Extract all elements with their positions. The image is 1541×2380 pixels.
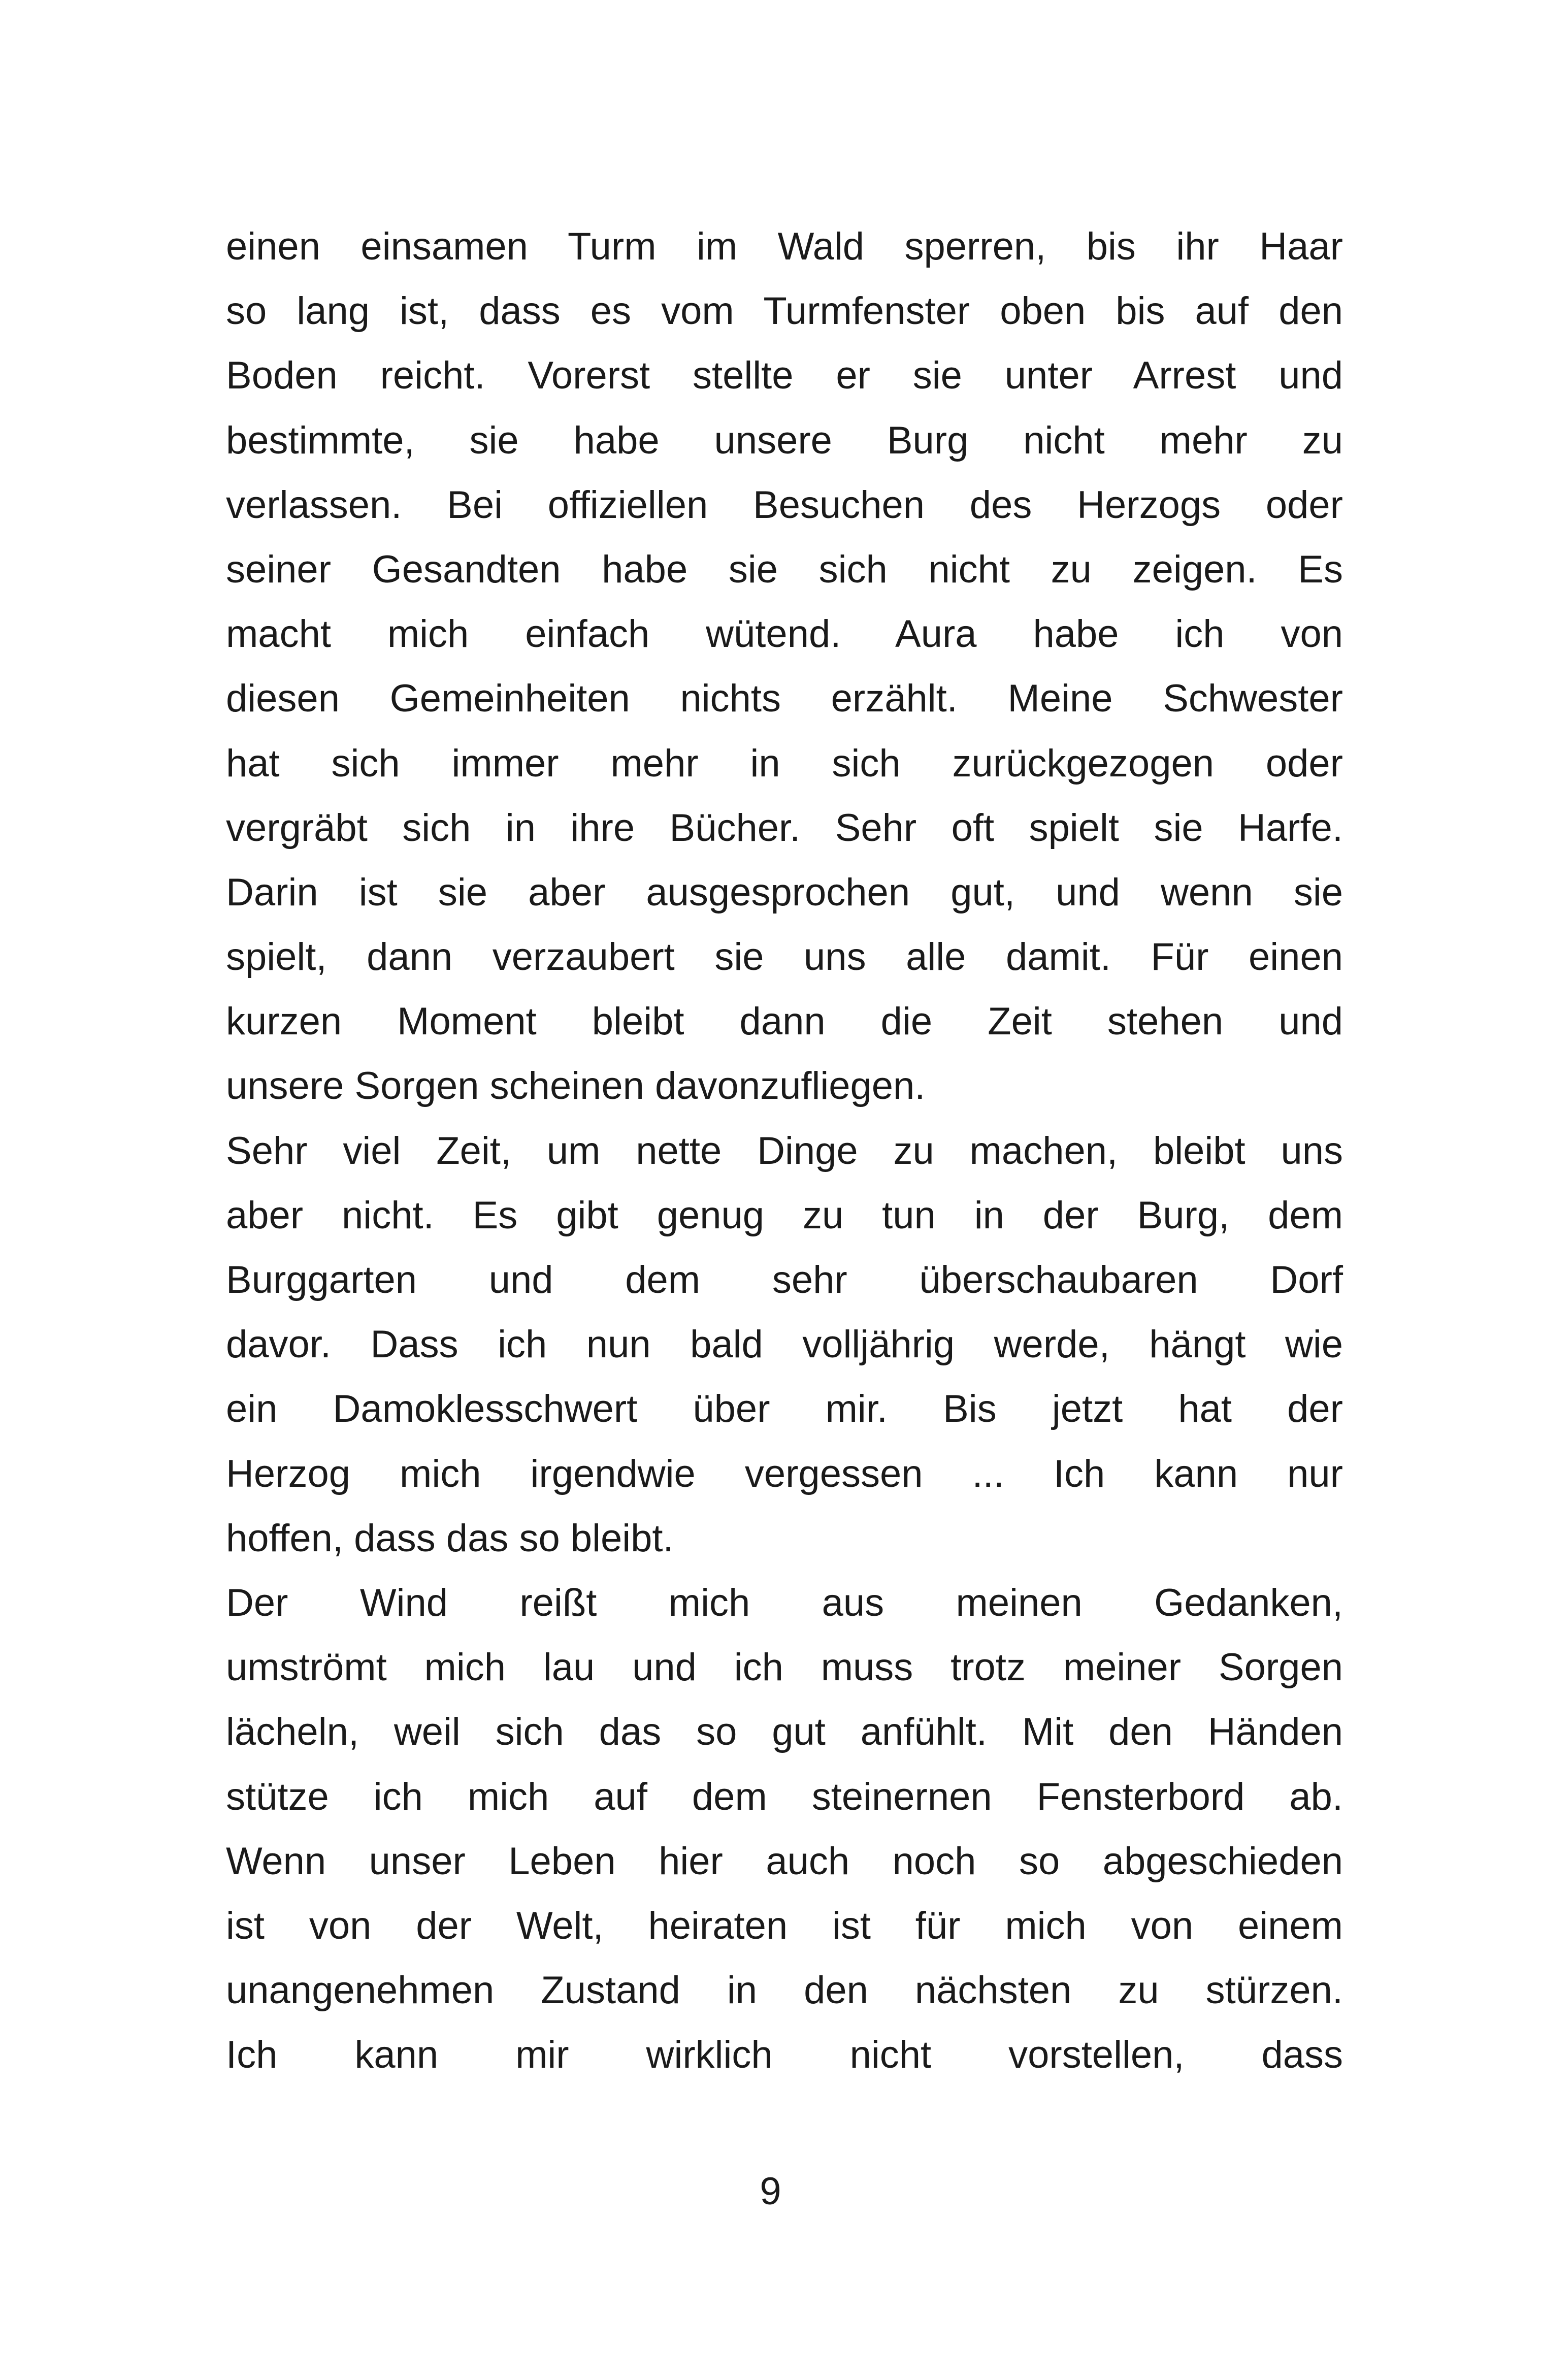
text-line: unangenehmen Zustand in den nächsten zu stürzen.: [226, 1969, 1343, 2012]
text-line: aber nicht. Es gibt genug zu tun in der Burg, dem: [226, 1193, 1343, 1237]
text-line: Boden reicht. Vorerst stellte er sie unter Arrest und: [226, 354, 1343, 398]
text-line: hat sich immer mehr in sich zurückgezogen oder: [226, 741, 1343, 785]
text-line: hoffen, dass das so bleibt.: [226, 1516, 674, 1560]
text-line: Wenn unser Leben hier auch noch so abgeschieden: [226, 1839, 1343, 1883]
text-line: verlassen. Bei offiziellen Besuchen des Herzogs oder: [226, 483, 1343, 527]
text-line: seiner Gesandten habe sie sich nicht zu zeigen. Es: [226, 547, 1343, 591]
text-line: unsere Sorgen scheinen davonzufliegen.: [226, 1064, 926, 1108]
text-line: lächeln, weil sich das so gut anfühlt. Mit den Händen: [226, 1710, 1343, 1754]
text-line: Sehr viel Zeit, um nette Dinge zu machen, bleibt uns: [226, 1129, 1343, 1172]
text-line: Ich kann mir wirklich nicht vorstellen, dass: [226, 2033, 1343, 2077]
text-line: so lang ist, dass es vom Turmfenster oben bis auf den: [226, 289, 1343, 333]
text-line: stütze ich mich auf dem steinernen Fensterbord ab.: [226, 1775, 1343, 1818]
text-line: ein Damoklesschwert über mir. Bis jetzt hat der: [226, 1387, 1343, 1431]
text-line: umströmt mich lau und ich muss trotz meiner Sorgen: [226, 1646, 1343, 1689]
body-text: [226, 222, 1343, 2095]
text-line: vergräbt sich in ihre Bücher. Sehr oft spielt sie Harfe.: [226, 806, 1343, 850]
text-line: Herzog mich irgendwie vergessen ... Ich kann nur: [226, 1452, 1343, 1495]
text-line: Der Wind reißt mich aus meinen Gedanken,: [226, 1581, 1343, 1624]
text-line: kurzen Moment bleibt dann die Zeit stehen und: [226, 1000, 1343, 1044]
text-line: diesen Gemeinheiten nichts erzählt. Meine Schwester: [226, 677, 1343, 721]
text-line: bestimmte, sie habe unsere Burg nicht mehr zu: [226, 418, 1343, 462]
text-line: Burggarten und dem sehr überschaubaren Dorf: [226, 1258, 1343, 1301]
text-line: ist von der Welt, heiraten ist für mich von einem: [226, 1904, 1343, 1947]
text-line: Darin ist sie aber ausgesprochen gut, und wenn sie: [226, 870, 1343, 914]
text-line: davor. Dass ich nun bald volljährig werde, hängt wie: [226, 1323, 1343, 1366]
text-line: spielt, dann verzaubert sie uns alle damit. Für einen: [226, 935, 1343, 979]
text-line: einen einsamen Turm im Wald sperren, bis ihr Haar: [226, 225, 1343, 268]
text-line: macht mich einfach wütend. Aura habe ich von: [226, 612, 1343, 656]
page-number: 9: [760, 2170, 781, 2213]
